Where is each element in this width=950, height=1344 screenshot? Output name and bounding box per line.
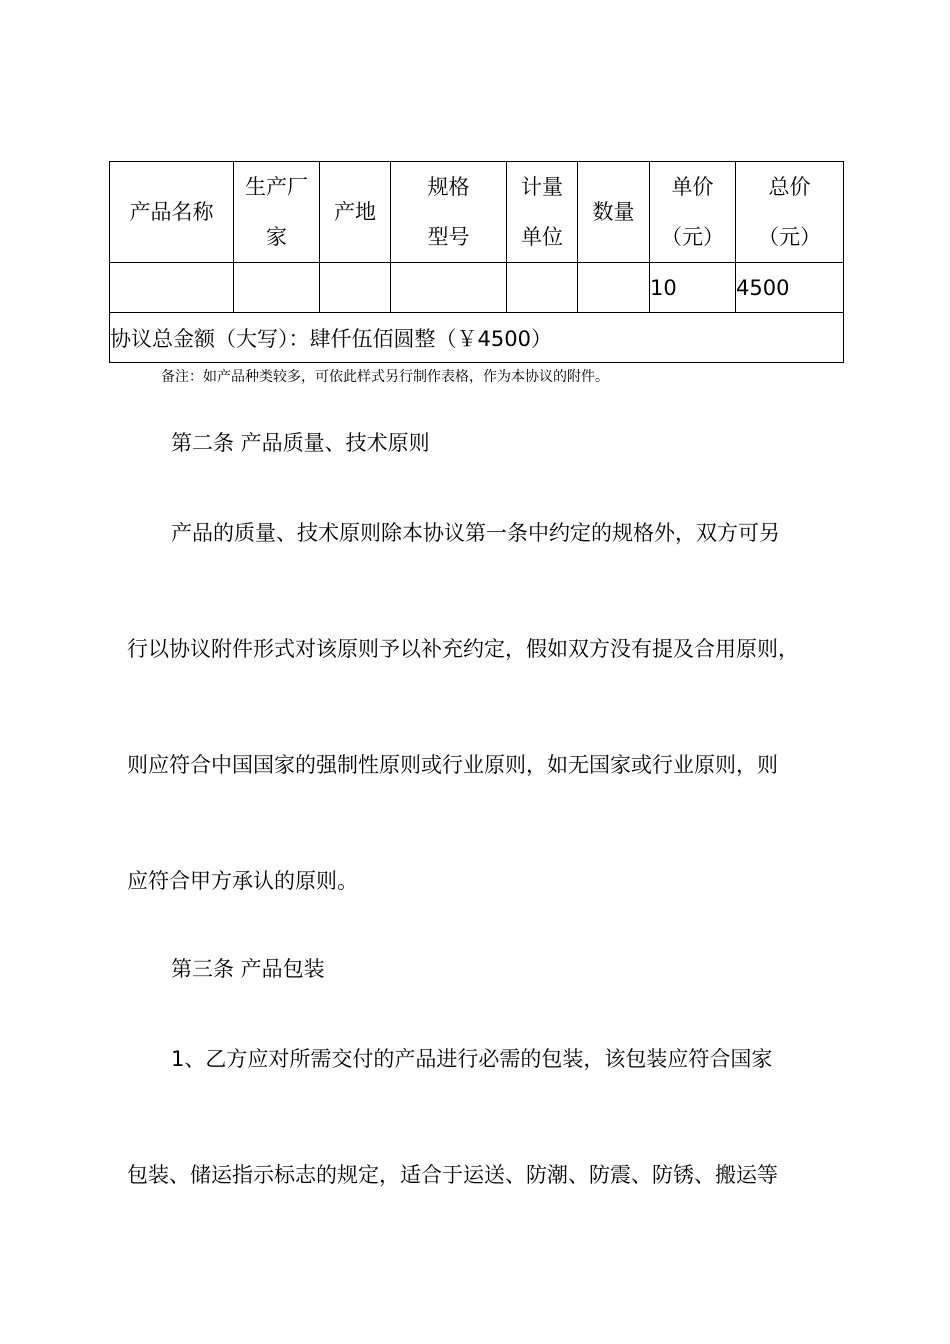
table-header-row bbox=[110, 162, 844, 263]
header-product-name: 产品名称 bbox=[110, 162, 234, 263]
cell-spec-model bbox=[391, 263, 507, 313]
header-manufacturer: 生产厂 家 bbox=[234, 162, 320, 263]
table-total-row bbox=[110, 313, 844, 363]
header-spec-model: 规格 型号 bbox=[391, 162, 507, 263]
cell-total-price: 4500 bbox=[736, 263, 844, 313]
article2-line-4: 应符合甲方承认的原则。 bbox=[127, 869, 358, 893]
header-quantity: 数量 bbox=[578, 162, 650, 263]
cell-quantity bbox=[578, 263, 650, 313]
article2-line-1: 产品的质量、技术原则除本协议第一条中约定的规格外，双方可另 bbox=[171, 521, 780, 545]
article3-line-2: 包装、储运指示标志的规定，适合于运送、防潮、防震、防锈、搬运等 bbox=[127, 1163, 778, 1187]
header-unit: 计量 单位 bbox=[507, 162, 578, 263]
cell-product-name bbox=[110, 263, 234, 313]
article3-line-1: 1、乙方应对所需交付的产品进行必需的包装，该包装应符合国家 bbox=[171, 1047, 773, 1071]
total-amount-text: 协议总金额（大写）：肆仟伍佰圆整（￥4500） bbox=[110, 313, 844, 363]
header-origin: 产地 bbox=[320, 162, 391, 263]
cell-origin bbox=[320, 263, 391, 313]
table-note: 备注：如产品种类较多，可依此样式另行制作表格，作为本协议的附件。 bbox=[161, 369, 609, 385]
article2-line-3: 则应符合中国国家的强制性原则或行业原则，如无国家或行业原则，则 bbox=[127, 753, 778, 777]
article2-line-2: 行以协议附件形式对该原则予以补充约定，假如双方没有提及合用原则， bbox=[127, 637, 799, 661]
header-unit-price: 单价 （元） bbox=[650, 162, 736, 263]
cell-unit bbox=[507, 263, 578, 313]
cell-manufacturer bbox=[234, 263, 320, 313]
table-row bbox=[110, 263, 844, 313]
article2-heading: 第二条 产品质量、技术原则 bbox=[171, 431, 430, 455]
header-total-price: 总价 （元） bbox=[736, 162, 844, 263]
cell-unit-price: 10 bbox=[650, 263, 736, 313]
article3-heading: 第三条 产品包装 bbox=[171, 957, 325, 981]
product-table bbox=[109, 161, 844, 363]
